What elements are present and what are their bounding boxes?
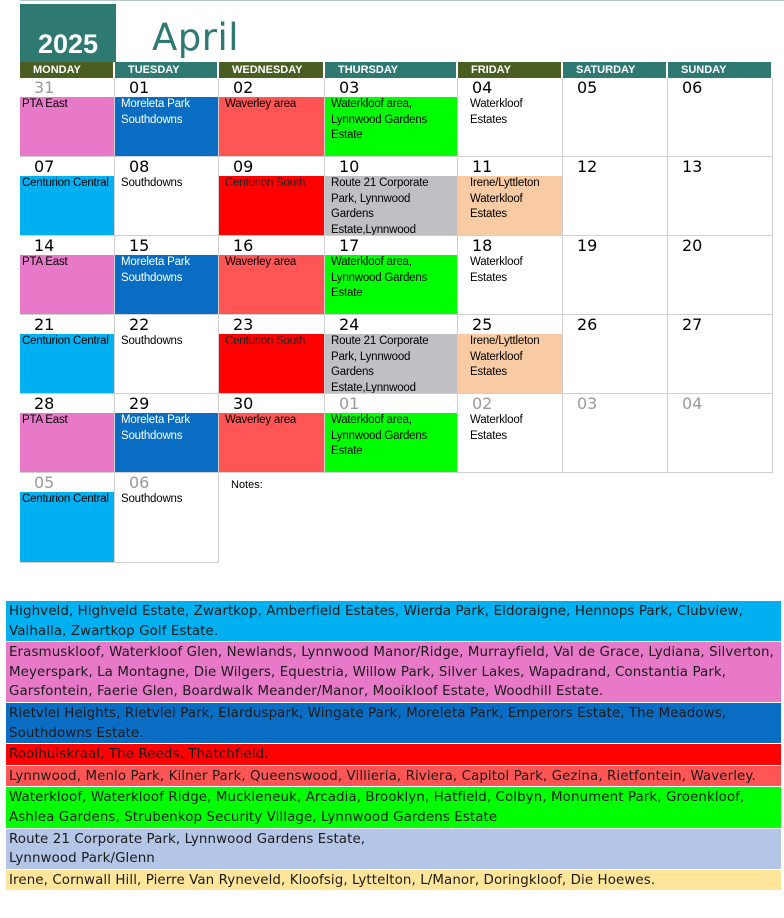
calendar-day-cell: [20, 394, 115, 473]
calendar-day-cell: [115, 473, 219, 563]
calendar-day-cell: [219, 78, 325, 157]
day-number: 21: [34, 315, 55, 334]
calendar-day-cell: [563, 315, 668, 394]
day-number: 16: [233, 236, 254, 255]
top-rule: [20, 0, 784, 1]
year-label: 2025: [37, 29, 99, 59]
calendar-day-cell: [20, 315, 115, 394]
service-area-label: Waverley area: [219, 413, 324, 472]
day-number: 18: [472, 236, 493, 255]
service-area-label: Moreleta Park Southdowns: [115, 97, 218, 156]
day-number: 17: [339, 236, 360, 255]
service-area-label: Centurion Central: [20, 492, 114, 562]
service-area-label: Waterkloof Estates: [470, 98, 523, 126]
day-number: 03: [577, 394, 598, 413]
day-number: 04: [682, 394, 703, 413]
day-number: 12: [577, 157, 598, 176]
service-area-label: Moreleta Park Southdowns: [115, 255, 218, 314]
calendar-day-cell: [563, 78, 668, 157]
calendar-day-cell: [219, 394, 325, 473]
day-number: 22: [129, 315, 150, 334]
day-number: 05: [34, 473, 55, 492]
legend-row: Rietvlei Heights, Rietvlei Park, Elarduspark, Wingate Park, Moreleta Park, Emperors Estate, The Meadows, Southdowns Estate.: [6, 703, 781, 743]
day-number: 31: [34, 78, 55, 97]
calendar-day-cell: [115, 157, 219, 236]
service-area-label: PTA East: [20, 97, 114, 156]
service-area-label: PTA East: [20, 255, 114, 314]
calendar-day-cell: [563, 394, 668, 473]
day-number: 02: [233, 78, 254, 97]
day-number: 29: [129, 394, 150, 413]
calendar-day-cell: [20, 236, 115, 315]
service-area-label: Waterkloof area, Lynnwood Gardens Estate: [325, 413, 457, 472]
service-area-label: Waverley area: [219, 97, 324, 156]
service-area-label: Waterkloof area, Lynnwood Gardens Estate: [325, 97, 457, 156]
service-area-label: PTA East: [20, 413, 114, 472]
calendar-day-cell: [668, 394, 773, 473]
day-number: 11: [472, 157, 493, 176]
calendar-day-cell: [20, 78, 115, 157]
day-number: 03: [339, 78, 360, 97]
calendar-day-cell: [325, 78, 458, 157]
service-area-label: Route 21 Corporate Park, Lynnwood Gardens Estate,Lynnwood: [325, 334, 457, 393]
calendar-day-cell: [668, 157, 773, 236]
day-number: 25: [472, 315, 493, 334]
calendar-day-cell: [668, 315, 773, 394]
calendar-day-cell: [325, 315, 458, 394]
calendar-day-cell: [563, 236, 668, 315]
service-area-label: Waverley area: [219, 255, 324, 314]
legend-row: Irene, Cornwall Hill, Pierre Van Ryneveld, Kloofsig, Lyttelton, L/Manor, Doringkloof, Die Hoewes.: [6, 870, 781, 891]
month-title: April: [152, 16, 240, 59]
day-number: 02: [472, 394, 493, 413]
weekday-header-monday: MONDAY: [20, 62, 113, 78]
calendar-day-cell: [458, 394, 563, 473]
year-box: [20, 4, 116, 62]
calendar-day-cell: [668, 236, 773, 315]
day-number: 06: [682, 78, 703, 97]
day-number: 27: [682, 315, 703, 334]
day-number: 15: [129, 236, 150, 255]
weekday-header-friday: FRIDAY: [458, 62, 561, 78]
day-number: 28: [34, 394, 55, 413]
service-area-label: Centurion Central: [20, 334, 114, 393]
weekday-header-tuesday: TUESDAY: [115, 62, 217, 78]
calendar-day-cell: [458, 78, 563, 157]
calendar-day-cell: [20, 157, 115, 236]
calendar-day-cell: [668, 78, 773, 157]
service-area-label: Irene/Lyttleton Waterkloof Estates: [458, 334, 562, 393]
service-area-label: Irene/Lyttleton Waterkloof Estates: [458, 176, 562, 235]
calendar-day-cell: [219, 157, 325, 236]
legend-row: Highveld, Highveld Estate, Zwartkop, Amberfield Estates, Wierda Park, Eldoraigne, Hennops Park, Clubview, Valhalla, Zwartkop Golf Estate.: [6, 601, 781, 641]
day-number: 30: [233, 394, 254, 413]
service-area-label: Waterkloof area, Lynnwood Gardens Estate: [325, 255, 457, 314]
service-area-label: Waterkloof Estates: [470, 414, 523, 442]
day-number: 10: [339, 157, 360, 176]
calendar-day-cell: [563, 157, 668, 236]
service-area-label: Southdowns: [121, 493, 183, 505]
calendar-day-cell: [325, 394, 458, 473]
weekday-header-sunday: SUNDAY: [668, 62, 771, 78]
area-legend: [6, 601, 781, 891]
service-area-label: Moreleta Park Southdowns: [115, 413, 218, 472]
legend-row: Waterkloof, Waterkloof Ridge, Muckleneuk, Arcadia, Brooklyn, Hatfield, Colbyn, Monument Park, Groenkloof, Ashlea Gardens, Strubenkop Security Village, Lynnwood Gardens Estate: [6, 787, 781, 827]
day-number: 19: [577, 236, 598, 255]
service-area-label: Southdowns: [121, 335, 183, 347]
day-number: 04: [472, 78, 493, 97]
day-number: 24: [339, 315, 360, 334]
calendar-day-cell: [115, 394, 219, 473]
calendar-day-cell: [219, 315, 325, 394]
day-number: 08: [129, 157, 150, 176]
weekday-header-wednesday: WEDNESDAY: [219, 62, 323, 78]
weekday-header-thursday: THURSDAY: [325, 62, 456, 78]
calendar-day-cell: [219, 236, 325, 315]
day-number: 13: [682, 157, 703, 176]
day-number: 07: [34, 157, 55, 176]
weekday-header-saturday: SATURDAY: [563, 62, 666, 78]
service-area-label: Waterkloof Estates: [470, 256, 523, 284]
legend-row: Lynnwood, Menlo Park, Kilner Park, Queenswood, Villieria, Riviera, Capitol Park, Gezina, Rietfontein, Waverley.: [6, 766, 781, 787]
day-number: 09: [233, 157, 254, 176]
service-area-label: Route 21 Corporate Park, Lynnwood Gardens Estate,Lynnwood: [325, 176, 457, 235]
day-number: 23: [233, 315, 254, 334]
calendar-day-cell: [458, 157, 563, 236]
calendar-day-cell: [20, 473, 115, 563]
service-area-label: Centurion South: [219, 176, 324, 235]
calendar-day-cell: [115, 78, 219, 157]
calendar-day-cell: [115, 315, 219, 394]
calendar-day-cell: [325, 236, 458, 315]
legend-row: Route 21 Corporate Park, Lynnwood Gardens Estate, Lynnwood Park/Glenn: [6, 829, 781, 869]
day-number: 26: [577, 315, 598, 334]
calendar-day-cell: [325, 157, 458, 236]
day-number: 01: [129, 78, 150, 97]
notes-label: Notes:: [231, 479, 263, 491]
day-number: 06: [129, 473, 150, 492]
service-area-label: Southdowns: [121, 177, 183, 189]
day-number: 20: [682, 236, 703, 255]
calendar-day-cell: [115, 236, 219, 315]
service-area-label: Centurion Central: [20, 176, 114, 235]
calendar-day-cell: [458, 236, 563, 315]
legend-row: Rooihuiskraal, The Reeds, Thatchfield.: [6, 744, 781, 765]
day-number: 01: [339, 394, 360, 413]
calendar-day-cell: [458, 315, 563, 394]
day-number: 14: [34, 236, 55, 255]
service-area-label: Centurion South: [219, 334, 324, 393]
day-number: 05: [577, 78, 598, 97]
legend-row: Erasmuskloof, Waterkloof Glen, Newlands, Lynnwood Manor/Ridge, Murrayfield, Val de Grace, Lydiana, Silverton, Meyerspark, La Montagne, Die Wilgers, Equestria, Willow Park, Silver Lakes, Wapadrand, Constantia Park, Garsfontein, Faerie Glen, Boardwalk Meander/Manor, Mooikloof Estate, Woodhill Estate.: [6, 642, 781, 702]
